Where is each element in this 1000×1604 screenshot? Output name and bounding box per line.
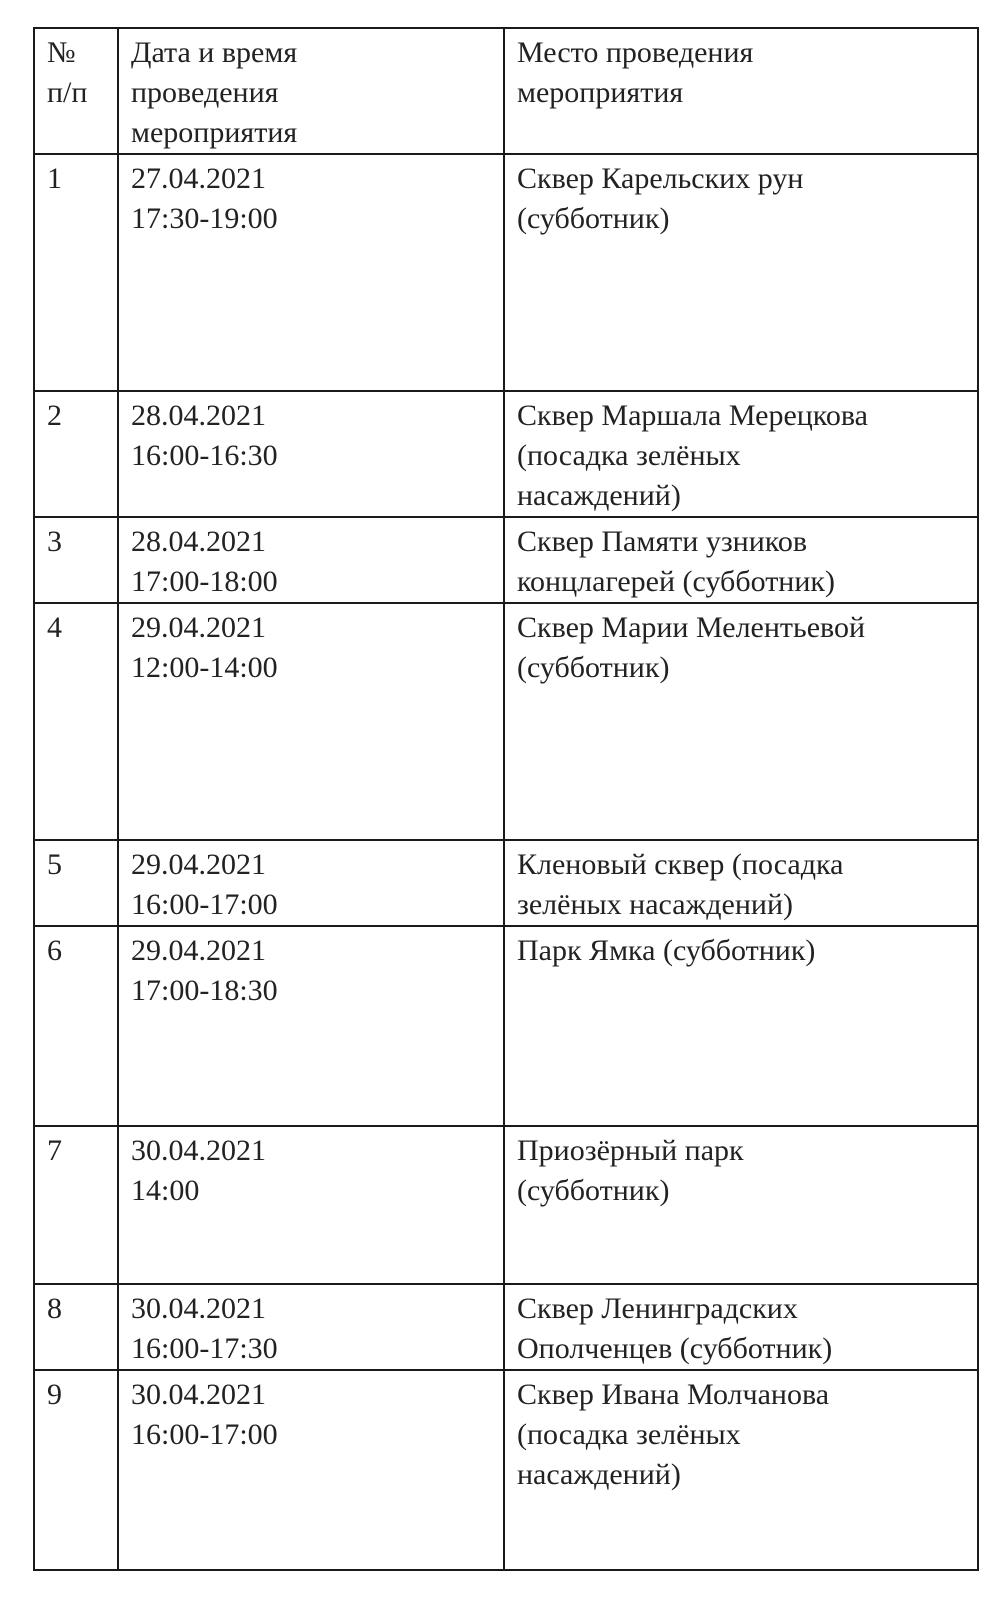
row-date: 28.04.2021 [131, 399, 266, 432]
row-date-time [118, 926, 504, 1126]
table-row [34, 517, 978, 603]
row-time: 16:00-17:00 [131, 888, 278, 921]
row-number: 7 [34, 1126, 118, 1284]
header-date-time: Дата и время проведения мероприятия [118, 28, 504, 154]
row-place: Сквер Карельских рун (субботник) [504, 154, 978, 391]
row-number: 8 [34, 1284, 118, 1370]
row-date-time [118, 1284, 504, 1370]
row-date: 30.04.2021 [131, 1134, 266, 1167]
row-place: Кленовый сквер (посадка зелёных насаждений) [504, 840, 978, 926]
header-number: № п/п [34, 28, 118, 154]
table-row [34, 1370, 978, 1570]
row-date: 29.04.2021 [131, 611, 266, 644]
row-place: Сквер Ивана Молчанова (посадка зелёных насаждений) [504, 1370, 978, 1570]
row-date: 27.04.2021 [131, 162, 266, 195]
row-time: 17:30-19:00 [131, 202, 278, 235]
row-time: 12:00-14:00 [131, 651, 278, 684]
table-header-row [34, 28, 978, 154]
row-number: 2 [34, 391, 118, 517]
row-date-time [118, 391, 504, 517]
header-place: Место проведения мероприятия [504, 28, 978, 154]
table-row [34, 1284, 978, 1370]
table-row [34, 840, 978, 926]
table-row [34, 926, 978, 1126]
row-date-time [118, 517, 504, 603]
row-number: 1 [34, 154, 118, 391]
row-time: 16:00-16:30 [131, 439, 278, 472]
row-time: 17:00-18:00 [131, 565, 278, 598]
table-row [34, 391, 978, 517]
row-number: 6 [34, 926, 118, 1126]
table-row [34, 1126, 978, 1284]
table-row [34, 154, 978, 391]
row-date: 30.04.2021 [131, 1292, 266, 1325]
row-number: 4 [34, 603, 118, 840]
row-place: Приозёрный парк (субботник) [504, 1126, 978, 1284]
row-time: 16:00-17:30 [131, 1332, 278, 1365]
row-number: 5 [34, 840, 118, 926]
row-time: 14:00 [131, 1174, 200, 1207]
row-time: 17:00-18:30 [131, 974, 278, 1007]
row-date-time [118, 1370, 504, 1570]
row-place: Сквер Марии Мелентьевой (субботник) [504, 603, 978, 840]
row-place: Сквер Ленинградских Ополченцев (субботник) [504, 1284, 978, 1370]
row-date-time [118, 154, 504, 391]
row-place: Парк Ямка (субботник) [504, 926, 978, 1126]
row-date-time [118, 1126, 504, 1284]
row-date-time [118, 603, 504, 840]
row-place: Сквер Маршала Мерецкова (посадка зелёных насаждений) [504, 391, 978, 517]
row-date: 28.04.2021 [131, 525, 266, 558]
row-date: 29.04.2021 [131, 848, 266, 881]
row-place: Сквер Памяти узников концлагерей (субботник) [504, 517, 978, 603]
events-schedule-table [33, 27, 979, 1571]
row-date: 29.04.2021 [131, 934, 266, 967]
row-time: 16:00-17:00 [131, 1418, 278, 1451]
row-number: 3 [34, 517, 118, 603]
table-row [34, 603, 978, 840]
row-date: 30.04.2021 [131, 1378, 266, 1411]
row-number: 9 [34, 1370, 118, 1570]
row-date-time [118, 840, 504, 926]
